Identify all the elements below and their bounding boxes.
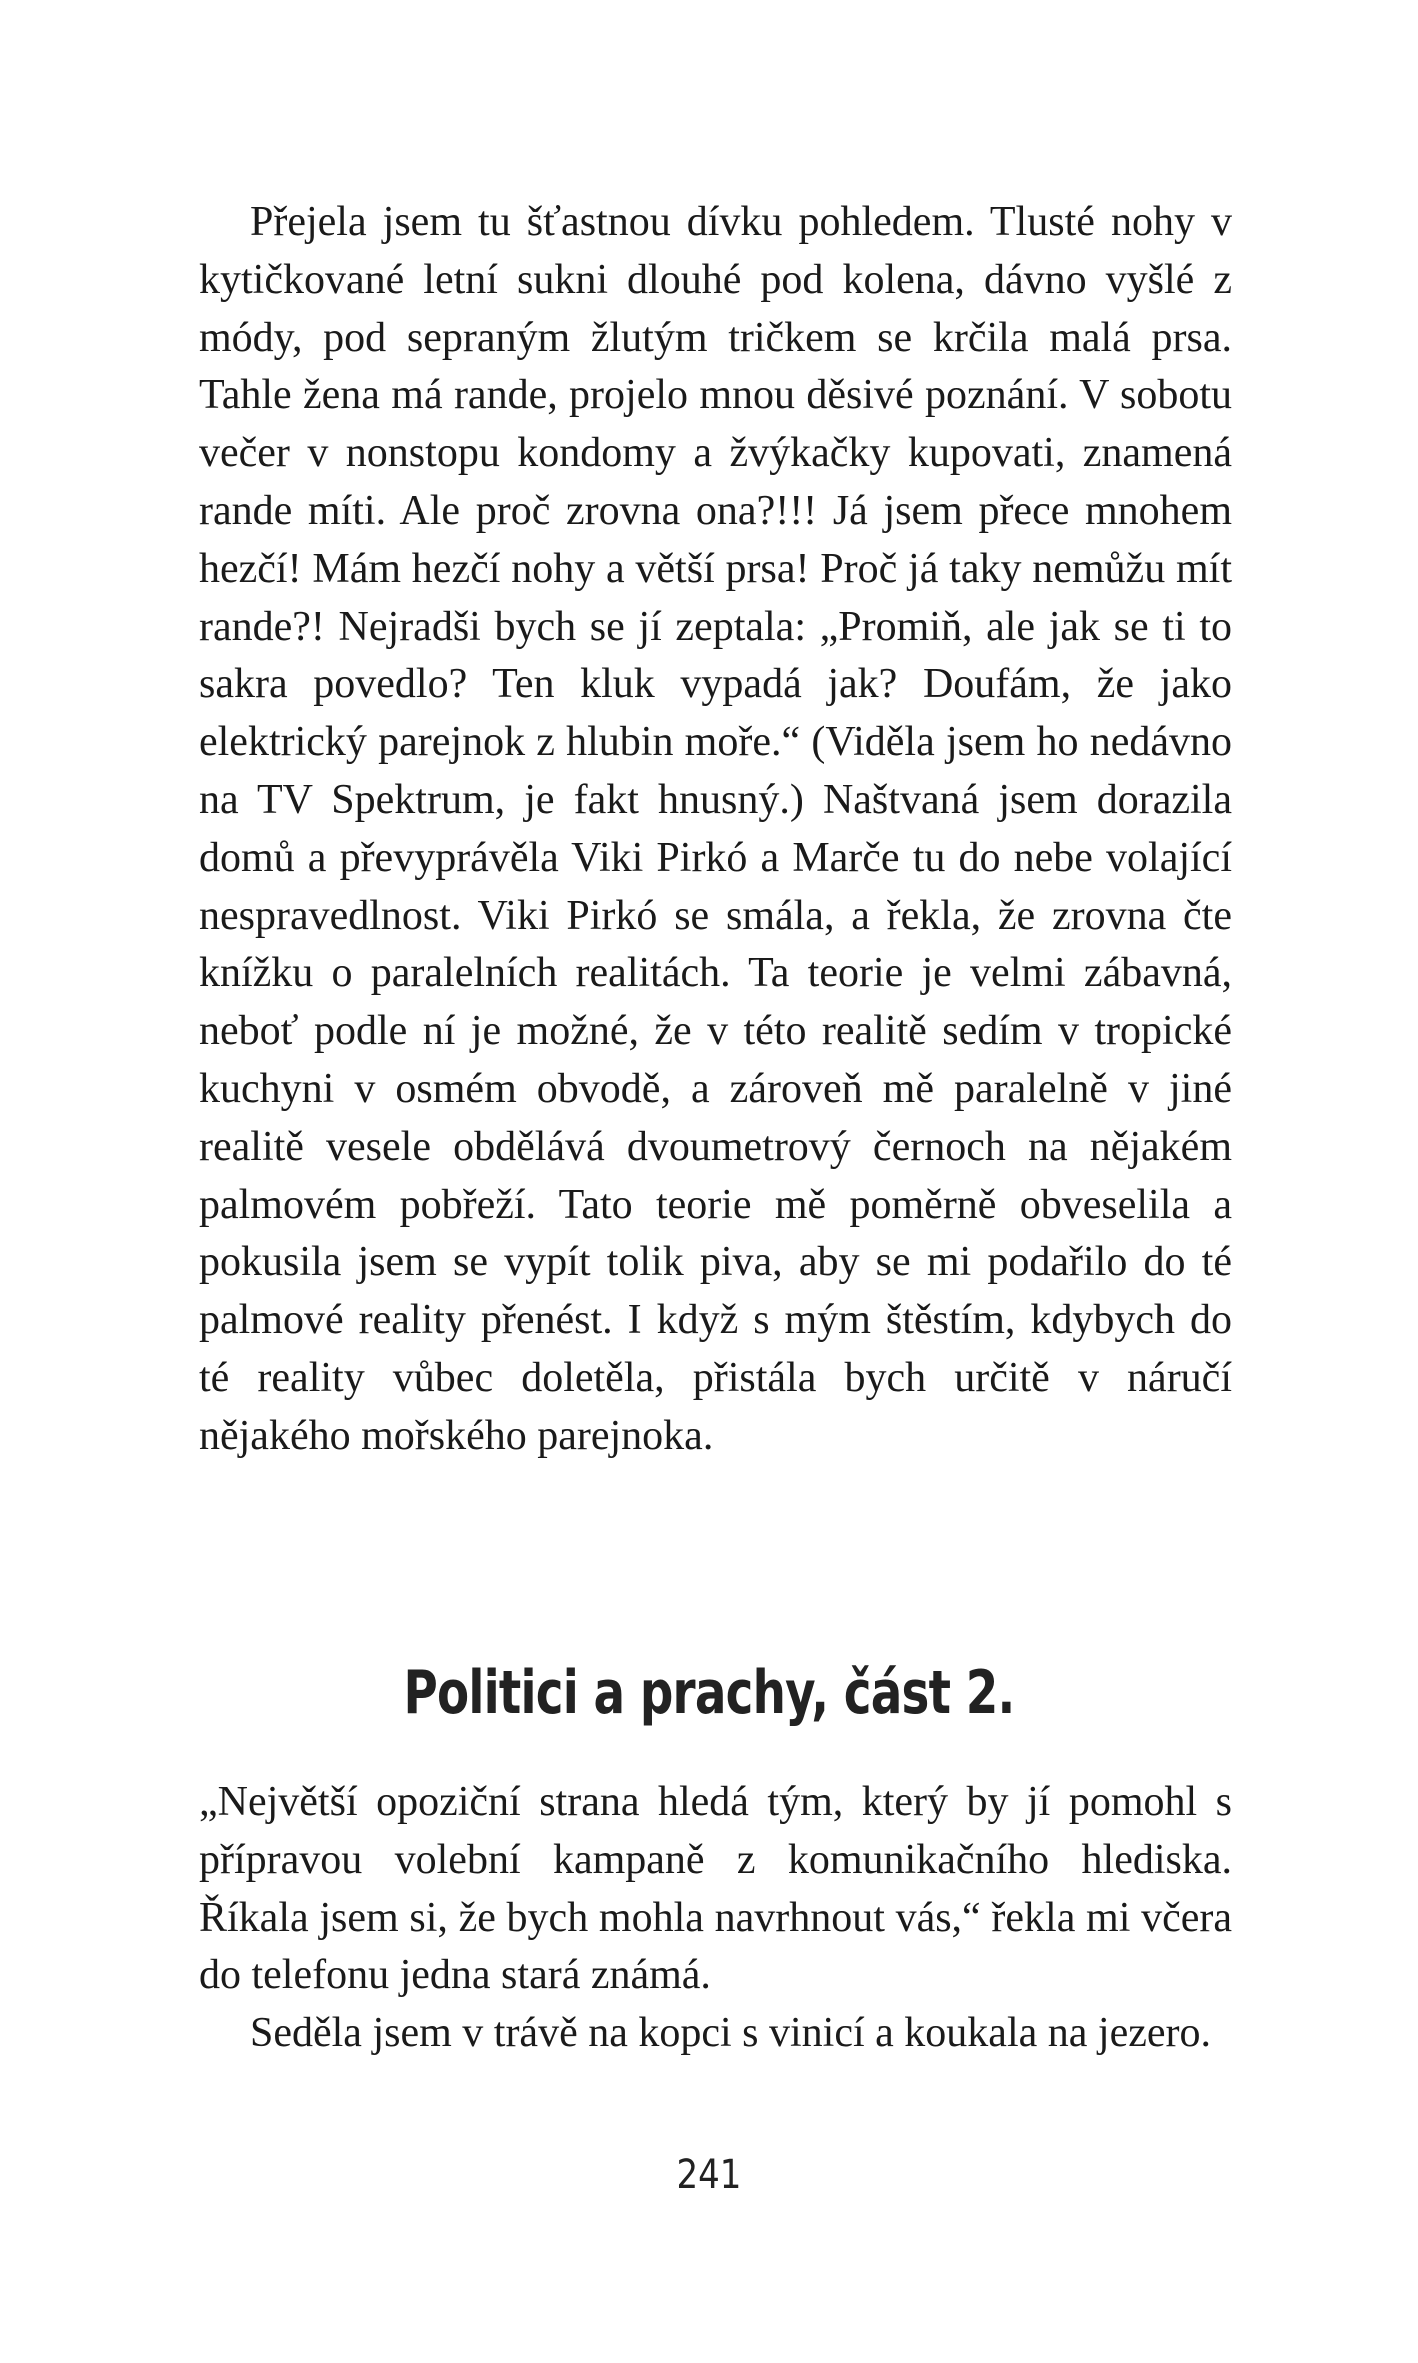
section-paragraph-1: „Největší opoziční strana hledá tým, který by jí pomohl s přípravou volební kampaně z komunikačního hlediska. Říkala jsem si, že bych mohla navrhnout vás,“ řekla mi včera do telefonu jedna stará známá. — [199, 1779, 1232, 1999]
text-block-bottom — [199, 1774, 1232, 2063]
text-block-top — [199, 194, 1232, 1466]
section-title: Politici a prachy, část 2. — [403, 1658, 1015, 1728]
page-number: 241 — [676, 2152, 742, 2198]
body-paragraph: Přejela jsem tu šťastnou dívku pohledem. Tlusté nohy v kytičkované letní sukni dlouhé pod kolena, dávno vyšlé z módy, pod sepraným žlutým tričkem se krčila malá prsa. Tahle žena má rande, projelo mnou děsivé poznání. V sobotu večer v nonstopu kondomy a žvýkačky kupovati, znamená rande míti. Ale proč zrovna ona?!!! Já jsem přece mnohem hezčí! Mám hezčí nohy a větší prsa! Proč já taky nemůžu mít rande?! Nejradši bych se jí zeptala: „Promiň, ale jak se ti to sakra povedlo? Ten kluk vypadá jak? Doufám, že jako elektrický parejnok z hlubin moře.“ (Viděla jsem ho nedávno na TV Spektrum, je fakt hnusný.) Naštvaná jsem dorazila domů a převyprávěla Viki Pirkó a Marče tu do nebe volající nespravedlnost. Viki Pirkó se smála, a řekla, že zrovna čte knížku o paralelních realitách. Ta teorie je velmi zábavná, neboť podle ní je možné, že v této realitě sedím v tropické kuchyni v osmém obvodě, a zároveň mě paralelně v jiné realitě vesele obdělává dvoumetrový černoch na nějakém palmovém pobřeží. Tato teorie mě poměrně obveselila a pokusila jsem se vypít tolik piva, aby se mi podařilo do té palmové reality přenést. I když s mým štěstím, kdybych do té reality vůbec doletěla, přistála bych určitě v náručí nějakého mořského parejnoka. — [199, 199, 1232, 1459]
section-paragraph-2: Seděla jsem v trávě na kopci s vinicí a koukala na jezero. — [250, 2010, 1211, 2057]
